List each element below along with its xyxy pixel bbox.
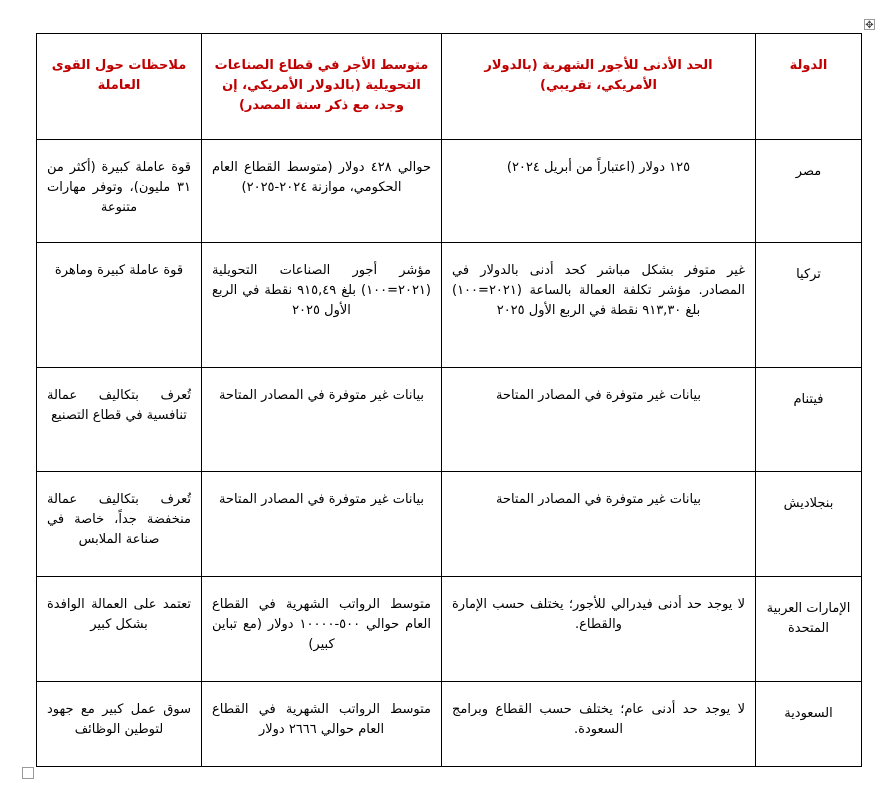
table-cell — [37, 243, 202, 368]
avg-wage-value: متوسط الرواتب الشهرية في القطاع العام حوالي ٥٠٠-١٠٠٠٠ دولار (مع تباين كبير) — [212, 597, 431, 652]
country-name: السعودية — [784, 706, 833, 721]
labor-notes: قوة عاملة كبيرة (أكثر من ٣١ مليون)، وتوفر مهارات متنوعة — [47, 160, 191, 215]
header-avg-wage: متوسط الأجر في قطاع الصناعات التحويلية (بالدولار الأمريكي، إن وجد، مع ذكر سنة المصدر) — [214, 58, 429, 113]
min-wage-value: بيانات غير متوفرة في المصادر المتاحة — [495, 492, 702, 507]
table-cell — [37, 682, 202, 767]
table-cell — [37, 140, 202, 243]
table-header-row — [37, 34, 862, 140]
header-cell — [442, 34, 756, 140]
table-cell — [202, 682, 442, 767]
table-cell — [756, 243, 862, 368]
table-cell — [756, 140, 862, 243]
table-cell — [442, 577, 756, 682]
table-row — [37, 243, 862, 368]
table-cell — [756, 472, 862, 577]
header-cell — [756, 34, 862, 140]
table-row — [37, 140, 862, 243]
table-cell — [202, 577, 442, 682]
table-resize-handle[interactable] — [22, 767, 34, 779]
country-name: بنجلاديش — [783, 496, 834, 511]
country-name: الإمارات العربية المتحدة — [766, 601, 851, 636]
table-cell — [442, 243, 756, 368]
labor-notes: سوق عمل كبير مع جهود لتوطين الوظائف — [47, 702, 191, 737]
table-cell — [756, 368, 862, 472]
labor-cost-table — [36, 33, 862, 767]
table-cell — [37, 577, 202, 682]
country-name: فيتنام — [793, 392, 824, 407]
table-cell — [202, 472, 442, 577]
table-cell — [442, 682, 756, 767]
labor-notes: تُعرف بتكاليف عمالة منخفضة جداً، خاصة في صناعة الملابس — [47, 492, 191, 547]
table-cell — [202, 368, 442, 472]
avg-wage-value: مؤشر أجور الصناعات التحويلية (٢٠٢١=١٠٠) بلغ ٩١٥,٤٩ نقطة في الربع الأول ٢٠٢٥ — [212, 263, 431, 318]
table-row — [37, 472, 862, 577]
table-cell — [442, 472, 756, 577]
country-name: مصر — [795, 164, 822, 179]
min-wage-value: لا يوجد حد أدنى فيدرالي للأجور؛ يختلف حسب الإمارة والقطاع. — [452, 597, 745, 632]
header-cell — [202, 34, 442, 140]
header-notes: ملاحظات حول القوى العاملة — [51, 58, 187, 93]
table-cell — [37, 368, 202, 472]
table-cell — [37, 472, 202, 577]
min-wage-value: لا يوجد حد أدنى عام؛ يختلف حسب القطاع وبرامج السعودة. — [452, 702, 745, 737]
header-min-wage: الحد الأدنى للأجور الشهرية (بالدولار الأمريكي، تقريبي) — [484, 58, 713, 93]
table-cell — [442, 140, 756, 243]
table-row — [37, 368, 862, 472]
labor-notes: قوة عاملة كبيرة وماهرة — [54, 263, 184, 278]
labor-notes: تُعرف بتكاليف عمالة تنافسية في قطاع التصنيع — [47, 388, 191, 423]
table-cell — [442, 368, 756, 472]
header-country: الدولة — [789, 58, 828, 73]
min-wage-value: ١٢٥ دولار (اعتباراً من أبريل ٢٠٢٤) — [506, 160, 691, 175]
min-wage-value: غير متوفر بشكل مباشر كحد أدنى بالدولار في المصادر. مؤشر تكلفة العمالة بالساعة (٢٠٢١=١٠٠) بلغ ٩١٣,٣٠ نقطة في الربع الأول ٢٠٢٥ — [452, 263, 745, 318]
table-move-handle[interactable]: ✥ — [865, 20, 874, 31]
country-name: تركيا — [796, 267, 821, 282]
table-cell — [756, 577, 862, 682]
min-wage-value: بيانات غير متوفرة في المصادر المتاحة — [495, 388, 702, 403]
labor-notes: تعتمد على العمالة الوافدة بشكل كبير — [47, 597, 191, 632]
table-cell — [202, 243, 442, 368]
table-cell — [756, 682, 862, 767]
avg-wage-value: بيانات غير متوفرة في المصادر المتاحة — [218, 388, 425, 403]
avg-wage-value: بيانات غير متوفرة في المصادر المتاحة — [218, 492, 425, 507]
table-cell — [202, 140, 442, 243]
table-row — [37, 682, 862, 767]
table-row — [37, 577, 862, 682]
avg-wage-value: متوسط الرواتب الشهرية في القطاع العام حوالي ٢٦٦٦ دولار — [212, 702, 431, 737]
avg-wage-value: حوالي ٤٢٨ دولار (متوسط القطاع العام الحكومي، موازنة ٢٠٢٤-٢٠٢٥) — [212, 160, 431, 195]
header-cell — [37, 34, 202, 140]
